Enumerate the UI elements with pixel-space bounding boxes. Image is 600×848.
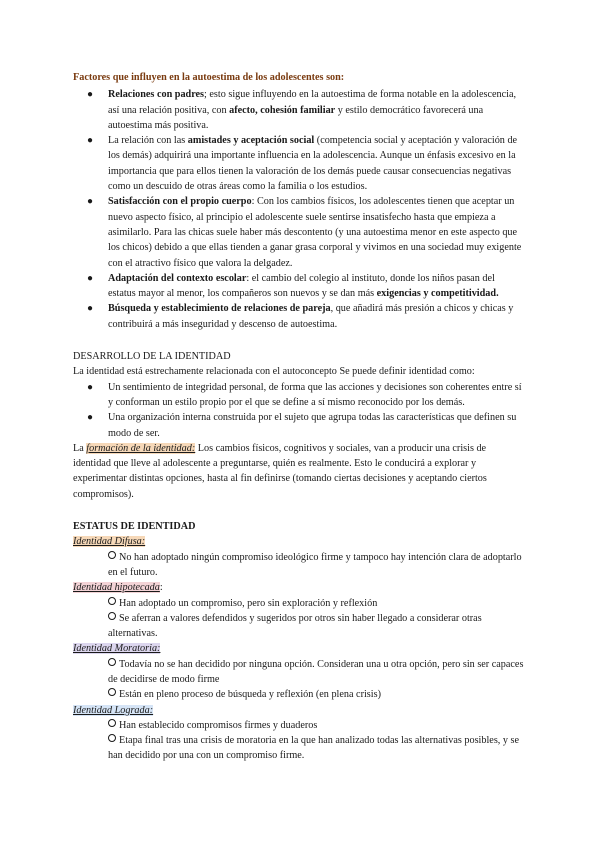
bullet-icon: ● (87, 412, 94, 424)
list-item (73, 301, 525, 332)
status-line (73, 596, 525, 611)
item-bold: amistades y aceptación social (187, 135, 315, 147)
item-text: : Con los cambios físicos, los adolescentes tienen que aceptar un nuevo aspecto físico, al principio el adolescente suele sentirse insatisfecho hasta que empieza a asimilarlo. Para las chicas suele haber más descontento (y una autoestima menor en este aspecto que los chicos) debido a que ellas tienden a ganar grasa corporal y vivimos en una sociedad muy exigente con el atractivo físico que valora la delgadez. (108, 196, 522, 269)
bullet-icon: ● (87, 196, 94, 208)
bullet-icon: ● (87, 135, 94, 147)
circle-bullet-icon (108, 612, 116, 620)
document-content (73, 70, 525, 764)
desarrollo-intro: La identidad está estrechamente relacionada con el autoconcepto Se puede definir identidad como: (73, 366, 475, 378)
item-bold: Adaptación del contexto escolar (108, 272, 247, 284)
line-text: Están en pleno proceso de búsqueda y reflexión (en plena crisis) (119, 689, 381, 701)
formacion-paragraph (73, 441, 525, 502)
item-text: y estilo democrático favorecerá una autoestima más positiva. (108, 104, 484, 131)
list-item (73, 410, 525, 441)
list-item (73, 380, 525, 411)
label-text: Identidad hipotecada (73, 582, 160, 594)
label-suffix: : (159, 582, 163, 594)
item-bold: Búsqueda y establecimiento de relaciones de pareja (108, 303, 331, 315)
label-lograda (73, 703, 525, 718)
item-text: Un sentimiento de integridad personal, de forma que las acciones y decisiones son coherentes entre sí y conforman un estilo propio por el que se define a sí mismo reconocido por los demás. (108, 381, 522, 408)
line-text: No han adoptado ningún compromiso ideológico firme y tampoco hay intención clara de adoptarlo en el futuro. (108, 551, 522, 578)
item-text: (competencia social y aceptación y valoración de los demás) adquirirá una importante influencia en la adolescencia. Aunque un énfasis excesivo en la importancia que para ellos tienen la valoración de los demás puede causar consecuencias negativas como un descuido de otras áreas como la familia o los estudios. (108, 135, 518, 193)
bullet-icon: ● (87, 272, 94, 284)
line-text: Etapa final tras una crisis de moratoria en la que han analizado todas las alternativas posibles, y se han decidido por una con un compromiso firme. (108, 735, 520, 762)
status-line (73, 657, 525, 688)
bullet-icon: ● (87, 381, 94, 393)
line-text: Se aferran a valores defendidos y sugeridos por otros sin haber llegado a considerar otras alternativas. (108, 612, 482, 640)
list-item (73, 271, 525, 302)
para-text: La (73, 442, 87, 454)
label-text: Identidad Difusa: (73, 536, 146, 548)
status-line (73, 550, 525, 581)
factores-list (73, 87, 525, 332)
circle-bullet-icon (108, 734, 116, 742)
line-text: Todavía no se han decidido por ninguna opción. Consideran una u otra opción, pero sin ser capaces de decidirse de modo firme (108, 658, 524, 685)
para-text: Los cambios físicos, cognitivos y sociales, van a producir una crisis de identidad que lleve al adolescente a preguntarse, quién es realmente. Esto le conducirá a explorar y experimentar distintas opciones, hasta al fin definirse (tomando ciertas decisiones y aceptando ciertos compromisos). (73, 442, 487, 500)
circle-bullet-icon (108, 719, 116, 727)
item-text: : el cambio del colegio al instituto, donde los niños pasan del estatus mayor al menor, los compañeros son nuevos y se dan más (108, 272, 495, 300)
label-moratoria (73, 641, 525, 656)
bullet-icon: ● (87, 303, 94, 315)
line-text: Han establecido compromisos firmes y duaderos (119, 719, 318, 731)
list-item (73, 87, 525, 133)
factores-heading: Factores que influyen en la autoestima de los adolescentes son: (73, 72, 345, 83)
item-bold: Relaciones con padres (108, 89, 205, 101)
circle-bullet-icon (108, 597, 116, 605)
label-text: Identidad Moratoria: (73, 643, 161, 655)
section-title-estatus: ESTATUS DE IDENTIDAD (73, 521, 196, 533)
spacer (73, 332, 525, 340)
circle-bullet-icon (108, 688, 116, 696)
label-difusa (73, 534, 525, 549)
list-item (73, 133, 525, 194)
spacer (73, 502, 525, 510)
line-text: Han adoptado un compromiso, pero sin exploración y reflexión (119, 597, 378, 609)
status-line (73, 687, 525, 702)
item-bold: Satisfacción con el propio cuerpo (108, 196, 252, 208)
item-bold: afecto, cohesión familiar (229, 104, 336, 116)
circle-bullet-icon (108, 551, 116, 559)
status-line (73, 733, 525, 764)
item-text: La relación con las (108, 135, 188, 147)
section-title-desarrollo: DESARROLLO DE LA IDENTIDAD (73, 351, 231, 363)
item-bold: exigencias y competitividad. (376, 288, 499, 300)
circle-bullet-icon (108, 658, 116, 666)
highlight-formacion: formación de la identidad: (86, 442, 196, 454)
label-text: Identidad Lograda: (73, 704, 154, 716)
status-line (73, 611, 525, 642)
item-text: ; esto sigue influyendo en la autoestima de forma notable en la adolescencia, así una relación positiva, con (108, 89, 517, 116)
item-text: , que añadirá más presión a chicos y chicas y contribuirá a más inseguridad y descenso de autoestima. (108, 303, 514, 330)
status-line (73, 718, 525, 733)
bullet-icon: ● (87, 89, 94, 101)
desarrollo-list (73, 380, 525, 441)
item-text: Una organización interna construida por el sujeto que agrupa todas las características que definen su modo de ser. (108, 412, 517, 439)
list-item (73, 194, 525, 270)
label-hipotecada (73, 580, 525, 595)
